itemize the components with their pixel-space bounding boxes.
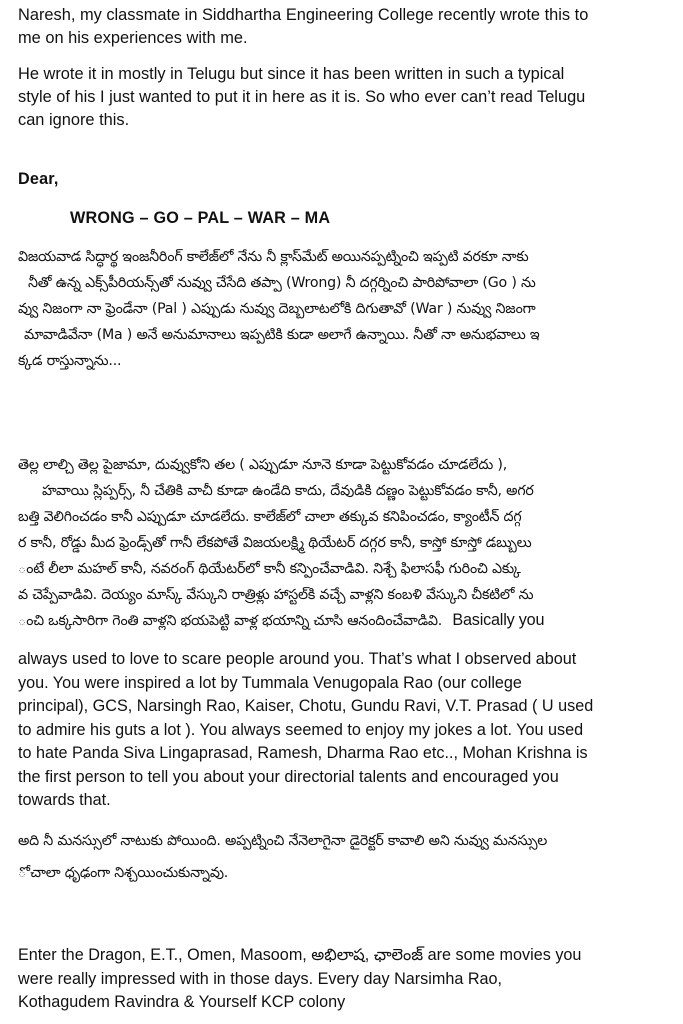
final-line-2: were really impressed with in those days. Every day Narsimha Rao, (18, 969, 503, 988)
english-line-5: to hate Panda Siva Lingaprasad, Ramesh, Dharma Rao etc.., Mohan Krishna is (18, 744, 588, 762)
salutation: Dear, (18, 170, 59, 188)
english-line-4: to admire his guts a lot ). You always seemed to enjoy my jokes a lot. You used (18, 720, 584, 739)
telugu-1-line-2: నీతో ఉన్న ఎక్స్‌పీరియన్స్‌తో నువ్వు చేసేది తప్పా (Wrong) నీ దగ్గర్నించి పారిపోవాలా (Go ) ను (28, 275, 536, 291)
intro-1-line-2: me on his experiences with me. (18, 29, 248, 47)
telugu-2-line-2: హవాయి స్లిప్పర్స్, నీ చేతికి వాచీ కూడా ఉండేది కాదు, దేవుడికి దణ్ణం పెట్టుకోవడం కానీ, అగర (42, 483, 534, 499)
telugu-3-line-1: అది నీ మనస్సులో నాటుకు పోయింది. అప్పట్నించి నేనెలాగైనా డైరెక్టర్ కావాలి అని నువ్వు మనస్సుల (18, 833, 548, 849)
english-line-2: you. You were inspired a lot by Tummala Venugopala Rao (our college (18, 673, 522, 692)
intro-2-line-3: can ignore this. (18, 111, 130, 129)
telugu-3-line-2: ో చాలా ధృఢంగా నిశ్చయించుకున్నావు. (18, 865, 229, 881)
telugu-1-line-4: మావాడివేనా (Ma ) అనే అనుమానాలు ఇప్పటికి కుడా అలాగే ఉన్నాయి. నీతో నా అనుభవాలు ఇ (24, 327, 540, 343)
final-paragraph (18, 944, 673, 1015)
intro-2-line-2: style of his I just wanted to put it in here as it is. So who ever can’t read Telugu (18, 88, 586, 106)
english-line-6: the first person to tell you about your directorial talents and encouraged you (18, 767, 559, 786)
telugu-1-line-5: క్కడ రాస్తున్నాను... (18, 353, 122, 369)
telugu-2-line-7: ంచి ఒక్కసారిగా గెంతి వాళ్లని భయపెట్టి వాళ్ల భయాన్ని చూసి ఆనందించేవాడివి. (18, 613, 443, 629)
telugu-paragraph-1 (18, 244, 673, 374)
final-line-1: Enter the Dragon, E.T., Omen, Masoom, అభిలాష, ఛాలెంజ్ are some movies you (18, 946, 582, 964)
english-line-7: towards that. (18, 791, 111, 809)
intro-1-line-1: Naresh, my classmate in Siddhartha Engineering College recently wrote this to (18, 6, 589, 24)
english-line-3: principal), GCS, Narsingh Rao, Kaiser, Chotu, Gundu Ravi, V.T. Prasad ( U used (18, 697, 594, 715)
telugu-2-line-6: వ చెప్పేవాడివి. దెయ్యం మాస్క్ వేస్కుని రాత్రిళ్లు హాస్టల్‌కి వచ్చే వాళ్లని కంబళి వేస్కుని చీకటిలో ను (18, 587, 534, 603)
letter-title: WRONG – GO – PAL – WAR – MA (70, 209, 331, 227)
intro-paragraph-1 (18, 4, 673, 50)
telugu-1-line-1: విజయవాడ సిద్ధార్థ ఇంజనీరింగ్ కాలేజ్‌లో నేను నీ క్లాస్‌మేట్ అయినప్పట్నించి ఇప్పటి వరకూ నాకు (18, 249, 529, 265)
telugu-paragraph-3 (18, 828, 673, 886)
english-line-1: always used to love to scare people around you. That’s what I observed about (18, 650, 577, 668)
intro-2-line-1: He wrote it in mostly in Telugu but since it has been written in such a typical (18, 65, 565, 83)
telugu-2-line-5: ంటే లీలా మహల్ కానీ, నవరంగ్ థియేటర్‌లో కానీ కన్పించేవాడివి. నిశ్చే ఫిలాసఫీ గురించి ఎక్కు (18, 561, 521, 577)
english-paragraph (18, 648, 673, 813)
intro-paragraph-2 (18, 63, 673, 132)
telugu-2-line-3: బత్తి వెలిగించడం కానీ ఎప్పుడూ చూడలేదు. కాలేజ్‌లో చాలా తక్కువ కనిపించడం, క్యాంటీన్ దగ్గ (18, 509, 522, 525)
telugu-2-line-4: ర కానీ, రోడ్డు మీద ఫ్రెండ్స్‌తో గానీ లేకపోతే విజయలక్ష్మి థియేటర్ దగ్గర కానీ, కాస్తో కూస్తో డబ్బులు (18, 535, 532, 551)
telugu-1-line-3: వ్వు నిజంగా నా ఫ్రెండేనా (Pal ) ఎప్పుడు నువ్వు దెబ్బలాటలోకి దిగుతావో (War ) నువ్వు నిజంగా (18, 301, 536, 317)
telugu-paragraph-2 (18, 452, 673, 634)
final-line-3: Kothagudem Ravindra & Yourself KCP colony (18, 993, 346, 1011)
english-tail: Basically you (452, 611, 545, 629)
telugu-2-line-1: తెల్ల లాల్చి తెల్ల పైజామా, దువ్వుకోని తల ( ఎప్పుడూ నూనె కూడా పెట్టుకోవడం చూడలేదు ), (18, 457, 507, 473)
